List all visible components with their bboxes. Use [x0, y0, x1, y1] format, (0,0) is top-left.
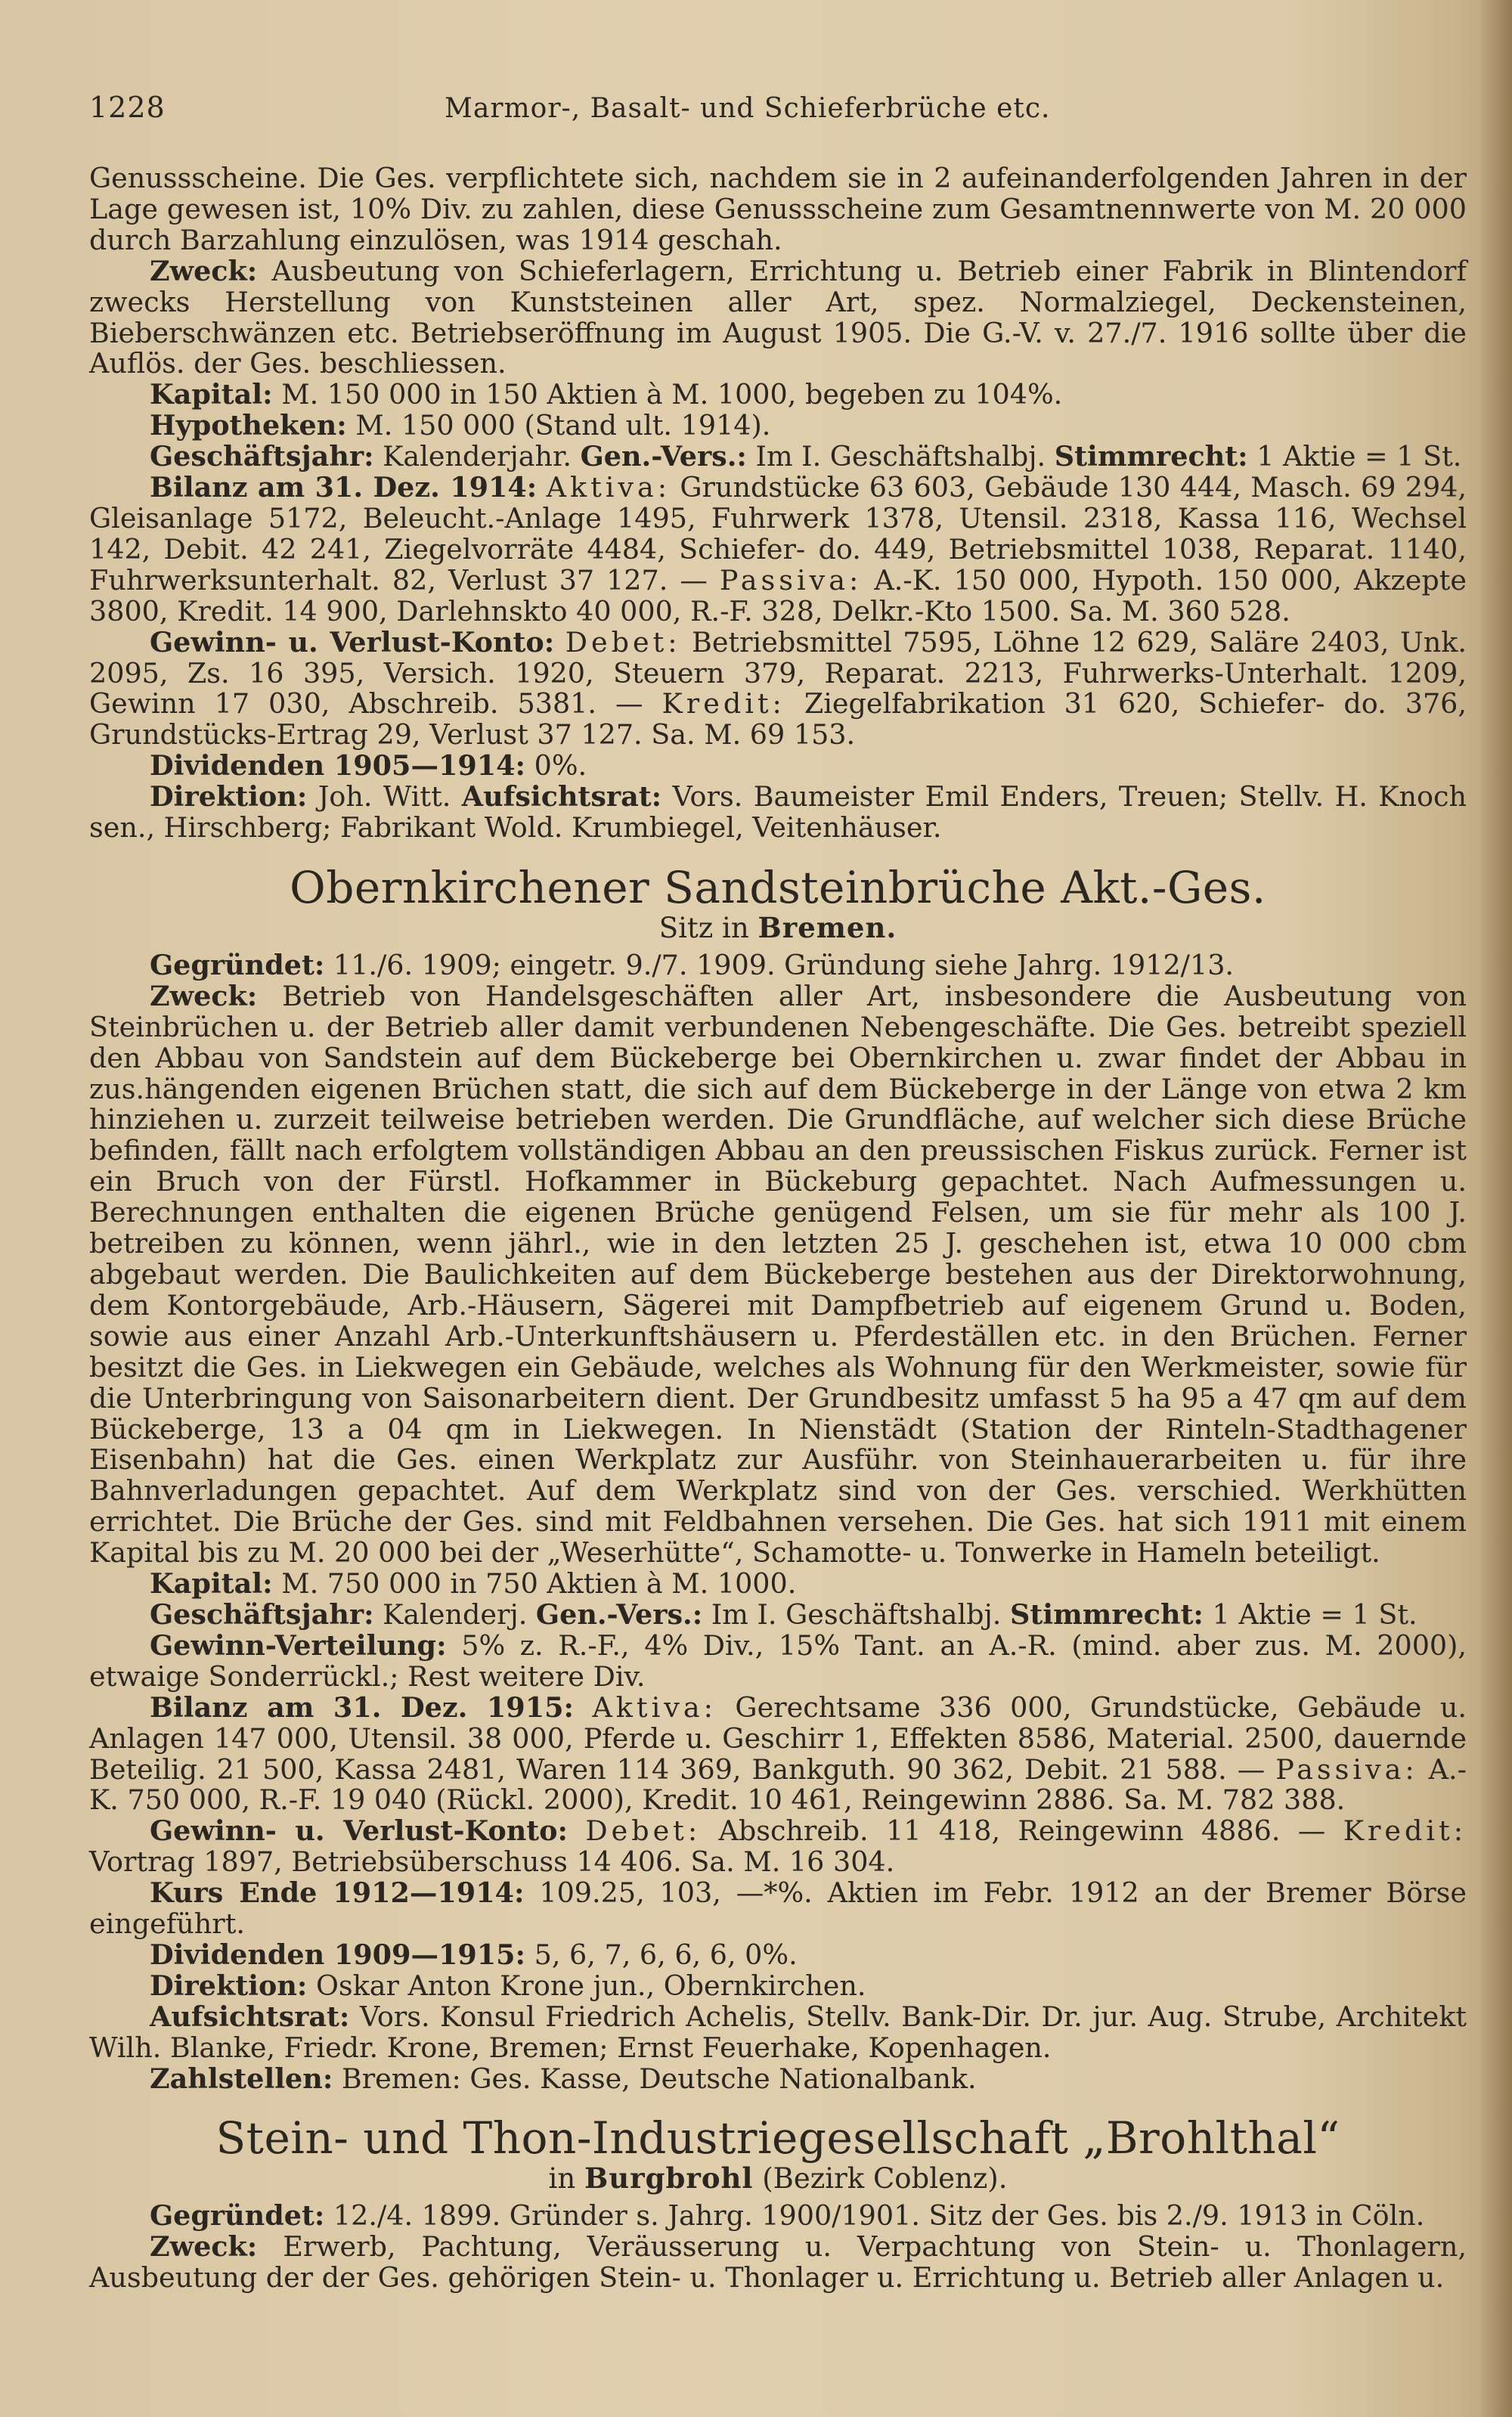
stimmrecht-label: Stimmrecht:	[1010, 1597, 1204, 1631]
dividenden-label: Dividenden 1909—1915:	[150, 1938, 526, 1971]
direktion-label: Direktion:	[150, 1969, 308, 2002]
aufsichtsrat-text: Vors. Konsul Friedrich Achelis, Stellv. Bank-Dir. Dr. jur. Aug. Strube, Architekt Wilh. Blanke, Friedr. Krone, Bremen; Ernst Feuerhake, Kopenhagen.	[89, 2000, 1467, 2064]
company-entry-obernkirchener	[89, 863, 1467, 2095]
gewinnverteilung-text: 5% z. R.-F., 4% Div., 15% Tant. an A.-R. (mind. aber zus. M. 2000), etwaige Sonderrückl.; Rest weitere Div.	[89, 1628, 1467, 1693]
company-seat	[89, 912, 1467, 944]
direktion-paragraph	[89, 1971, 1467, 2002]
debet-label: Debet:	[585, 1814, 702, 1848]
dividenden-text: 5, 6, 7, 6, 6, 6, 0%.	[525, 1938, 798, 1971]
guv-label: Gewinn- u. Verlust-Konto:	[150, 1814, 568, 1848]
kapital-paragraph	[89, 380, 1467, 411]
gen-vers-label: Gen.-Vers.:	[580, 440, 747, 473]
zweck-text: Erwerb, Pachtung, Veräusserung u. Verpachtung von Stein- u. Thonlagern, Ausbeutung der der Ges. gehörigen Stein- u. Thonlager u. Errichtung u. Betrieb aller Anlagen u.	[89, 2230, 1467, 2295]
direktion-text: Joh. Witt.	[307, 780, 451, 813]
zweck-paragraph	[89, 981, 1467, 1569]
stimmrecht-text: 1 Aktie = 1 St.	[1247, 440, 1462, 473]
gegruendet-paragraph	[89, 950, 1467, 981]
kredit-text: Ziegelfabrikation 31 620, Schiefer- do. 376, Grundstücks-Ertrag 29, Verlust 37 127. Sa. M. 69 153.	[89, 687, 1467, 751]
aktiva-label: Aktiva:	[592, 1690, 717, 1724]
zahlstellen-label: Zahlstellen:	[150, 2062, 333, 2095]
company-title: Stein- und Thon-Industriegesellschaft „Brohlthal“	[215, 2112, 1340, 2164]
direktion-paragraph	[89, 782, 1467, 844]
geschaeftsjahr-text: Kalenderjahr.	[373, 440, 572, 473]
zweck-paragraph	[89, 256, 1467, 380]
debet-text: Betriebsmittel 7595, Löhne 12 629, Saläre 2403, Unk. 2095, Zs. 16 395, Versich. 1920, Steuern 379, Reparat. 2213, Fuhrwerks-Unterhalt. 1209, Gewinn 17 030, Abschreib. 5381. —	[89, 625, 1467, 720]
aktiva-text: Gerechtsame 336 000, Grundstücke, Gebäude u. Anlagen 147 000, Utensil. 38 000, Pferde u. Geschirr 1, Effekten 8586, Material. 2500, dauernde Beteilig. 21 500, Kassa 2481, Waren 114 369, Bankguth. 90 362, Debit. 21 588. —	[89, 1690, 1467, 1786]
dividenden-label: Dividenden 1905—1914:	[150, 749, 526, 782]
bilanz-label: Bilanz am 31. Dez. 1915:	[150, 1690, 574, 1724]
passiva-label: Passiva:	[1275, 1752, 1418, 1786]
company-entry-brohlthal	[89, 2114, 1467, 2294]
gegruendet-label: Gegründet:	[150, 2199, 325, 2233]
kapital-label: Kapital:	[150, 1567, 273, 1600]
genussscheine-paragraph: Genussscheine. Die Ges. verpflichtete sich, nachdem sie in 2 aufeinanderfolgenden Jahren in der Lage gewesen ist, 10% Div. zu zahlen, diese Genussscheine zum Gesamtnennwerte von M. 20 000 durch Barzahlung einzulösen, was 1914 geschah.	[89, 162, 1467, 256]
bilanz-label: Bilanz am 31. Dez. 1914:	[150, 471, 538, 504]
bilanz-paragraph	[89, 1690, 1467, 1817]
page-number: 1228	[89, 91, 166, 124]
geschaeftsjahr-text: Kalenderj.	[373, 1597, 528, 1631]
company-title: Obernkirchener Sandsteinbrüche Akt.-Ges.	[290, 861, 1266, 913]
stimmrecht-text: 1 Aktie = 1 St.	[1203, 1597, 1418, 1631]
page-header	[89, 91, 1467, 124]
seat-city: Burgbrohl	[584, 2161, 754, 2195]
kapital-text: M. 150 000 in 150 Aktien à M. 1000, begeben zu 104%.	[272, 378, 1063, 411]
guv-paragraph	[89, 627, 1467, 751]
zahlstellen-paragraph	[89, 2064, 1467, 2095]
kurs-label: Kurs Ende 1912—1914:	[150, 1876, 525, 1910]
gen-vers-label: Gen.-Vers.:	[535, 1597, 703, 1631]
dividenden-text: 0%.	[525, 749, 587, 782]
bilanz-paragraph	[89, 473, 1467, 627]
geschaeftsjahr-label: Geschäftsjahr:	[150, 1597, 374, 1631]
kurs-paragraph	[89, 1878, 1467, 1940]
stimmrecht-label: Stimmrecht:	[1054, 440, 1248, 473]
zweck-text: Ausbeutung von Schieferlagern, Errichtung u. Betrieb einer Fabrik in Blintendorf zwecks Herstellung von Kunststeinen aller Art, spez. Normalziegel, Deckensteinen, Bieberschwänzen etc. Betriebseröffnung im August 1905. Die G.-V. v. 27./7. 1916 sollte über die Auflös. der Ges. beschliessen.	[89, 254, 1467, 380]
gen-vers-text: Im I. Geschäftshalbj.	[702, 1597, 1002, 1631]
kurs-text: 109.25, 103, —*%. Aktien im Febr. 1912 an der Bremer Börse eingeführt.	[89, 1876, 1467, 1941]
kapital-paragraph	[89, 1569, 1467, 1600]
kredit-text: Vortrag 1897, Betriebsüberschuss 14 406. Sa. M. 16 304.	[89, 1845, 895, 1879]
guv-label: Gewinn- u. Verlust-Konto:	[150, 625, 555, 658]
dividenden-paragraph	[89, 1940, 1467, 1971]
seat-prefix: in	[548, 2162, 584, 2195]
company-entry-continued	[89, 163, 1467, 844]
gegruendet-paragraph	[89, 2201, 1467, 2232]
passiva-text: A.-K. 150 000, Hypoth. 150 000, Akzepte 3800, Kredit. 14 900, Darlehnskto 40 000, R.-F. 328, Delkr.-Kto 1500. Sa. M. 360 528.	[89, 563, 1467, 627]
gen-vers-text: Im I. Geschäftshalbj.	[746, 440, 1046, 473]
seat-city: Bremen.	[758, 910, 897, 944]
aufsichtsrat-paragraph	[89, 2002, 1467, 2064]
aufsichtsrat-text: Vors. Baumeister Emil Enders, Treuen; Stellv. H. Knoch sen., Hirschberg; Fabrikant Wold. Krumbiegel, Veitenhäuser.	[89, 780, 1467, 844]
guv-paragraph	[89, 1816, 1467, 1878]
seat-suffix: (Bezirk Coblenz).	[753, 2162, 1008, 2195]
gegruendet-text: 11./6. 1909; eingetr. 9./7. 1909. Gründung siehe Jahrg. 1912/13.	[324, 948, 1235, 981]
aktiva-text: Grundstücke 63 603, Gebäude 130 444, Masch. 69 294, Gleisanlage 5172, Beleucht.-Anlage 1495, Fuhrwerk 1378, Utensil. 2318, Kassa 116, Wechsel 142, Debit. 42 241, Ziegelvorräte 4484, Schiefer- do. 449, Betriebsmittel 1038, Reparat. 1140, Fuhrwerksunterhalt. 82, Verlust 37 127. —	[89, 471, 1467, 597]
gewinnverteilung-label: Gewinn-Verteilung:	[150, 1628, 447, 1662]
seat-prefix: Sitz in	[658, 911, 758, 944]
debet-label: Debet:	[565, 625, 681, 658]
kredit-label: Kredit:	[662, 687, 785, 720]
aufsichtsrat-label: Aufsichtsrat:	[461, 780, 662, 813]
zweck-label: Zweck:	[150, 979, 258, 1012]
zweck-paragraph	[89, 2232, 1467, 2294]
kapital-label: Kapital:	[150, 378, 273, 411]
page-edge-shadow	[1479, 0, 1512, 2417]
direktion-label: Direktion:	[150, 780, 308, 813]
gewinnverteilung-paragraph	[89, 1628, 1467, 1693]
dividenden-paragraph	[89, 751, 1467, 782]
zweck-label: Zweck:	[150, 2230, 258, 2264]
aktiva-label: Aktiva:	[546, 471, 671, 504]
running-title: Marmor-, Basalt- und Schieferbrüche etc.	[445, 93, 1051, 124]
company-seat	[89, 2162, 1467, 2195]
zweck-text: Betrieb von Handelsgeschäften aller Art, insbesondere die Ausbeutung von Steinbrüchen u. der Betrieb aller damit verbundenen Nebengeschäfte. Die Ges. betreibt speziell den Abbau von Sandstein auf dem Bückeberge bei Obernkirchen u. zwar findet der Abbau in zus.hängenden eigenen Brüchen statt, die sich auf dem Bückeberge in der Länge von etwa 2 km hinziehen u. zurzeit teilweise betrieben werden. Die Grundfläche, auf welcher sich diese Brüche befinden, fällt nach erfolgtem vollständigen Abbau an den preussischen Fiskus zurück. Ferner ist ein Bruch von der Fürstl. Hofkammer in Bückeburg gepachtet. Nach Aufmessungen u. Berechnungen enthalten die eigenen Brüche genügend Felsen, um sie für mehr als 100 J. betreiben zu können, wenn jährl., wie in den letzten 25 J. geschehen ist, etwa 10 000 cbm abgebaut werden. Die Baulichkeiten auf dem Bückeberge bestehen aus der Direktorwohnung, dem Kontorgebäude, Arb.-Häusern, Sägerei mit Dampfbetrieb auf eigenem Grund u. Boden, sowie aus einer Anzahl Arb.-Unterkunftshäusern u. Pferdeställen etc. in den Brüchen. Ferner besitzt die Ges. in Liekwegen ein Gebäude, welches als Wohnung für den Werkmeister, sowie für die Unterbringung von Saisonarbeitern dient. Der Grundbesitz umfasst 5 ha 95 a 47 qm auf dem Bückeberge, 13 a 04 qm in Liekwegen. In Nienstädt (Station der Rinteln-Stadthagener Eisenbahn) hat die Ges. einen Werkplatz zur Ausführ. von Steinhauerarbeiten u. für ihre Bahnverladungen gepachtet. Auf dem Werkplatz sind von der Ges. verschied. Werkhütten errichtet. Die Brüche der Ges. sind mit Feldbahnen versehen. Die Ges. hat sich 1911 mit einem Kapital bis zu M. 20 000 bei der „Weserhütte“, Schamotte- u. Tonwerke in Hameln beteiligt.	[89, 979, 1467, 1570]
gegruendet-text: 12./4. 1899. Gründer s. Jahrg. 1900/1901. Sitz der Ges. bis 2./9. 1913 in Cöln.	[324, 2199, 1425, 2233]
zweck-label: Zweck:	[150, 254, 258, 287]
geschaeftsjahr-label: Geschäftsjahr:	[150, 440, 374, 473]
hypotheken-label: Hypotheken:	[150, 409, 347, 442]
debet-text: Abschreib. 11 418, Reingewinn 4886. —	[701, 1814, 1326, 1848]
aufsichtsrat-label: Aufsichtsrat:	[150, 2000, 350, 2033]
hypotheken-paragraph	[89, 411, 1467, 442]
passiva-text: A.-K. 750 000, R.-F. 19 040 (Rückl. 2000), Kredit. 10 461, Reingewinn 2886. Sa. M. 782 388.	[89, 1752, 1467, 1817]
gegruendet-label: Gegründet:	[150, 948, 325, 981]
direktion-text: Oskar Anton Krone jun., Obernkirchen.	[307, 1969, 866, 2002]
geschaeftsjahr-paragraph	[89, 442, 1467, 473]
hypotheken-text: M. 150 000 (Stand ult. 1914).	[346, 409, 771, 442]
kapital-text: M. 750 000 in 750 Aktien à M. 1000.	[272, 1567, 797, 1600]
geschaeftsjahr-paragraph	[89, 1597, 1467, 1631]
kredit-label: Kredit:	[1343, 1814, 1467, 1848]
passiva-label: Passiva:	[719, 563, 863, 597]
zahlstellen-text: Bremen: Ges. Kasse, Deutsche Nationalbank.	[333, 2062, 977, 2095]
